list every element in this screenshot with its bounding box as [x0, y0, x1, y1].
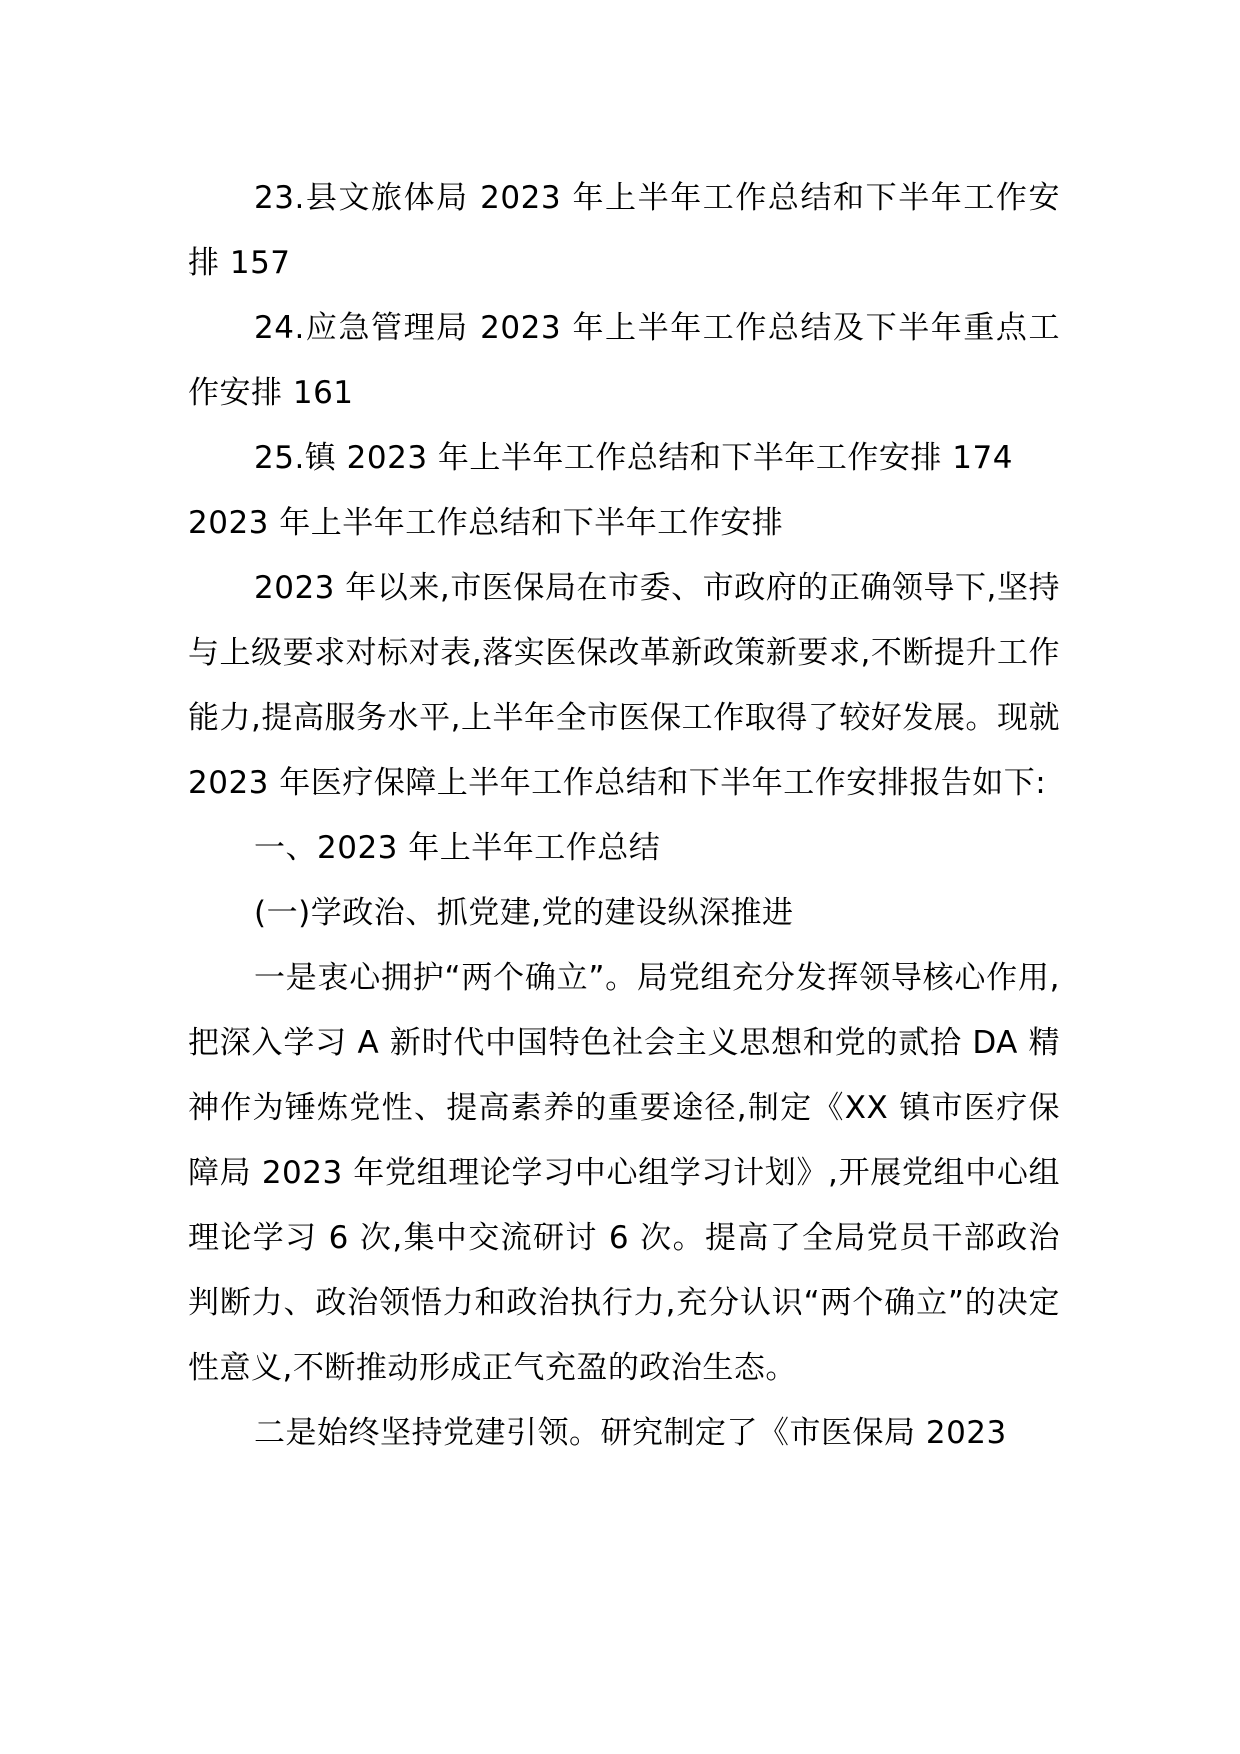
subsection-heading: (一)学政治、抓党建,党的建设纵深推进	[254, 895, 794, 931]
intro-paragraph: 2023 年以来,市医保局在市委、市政府的正确领导下,坚持与上级要求对标对表,落实医保改革新政策新要求,不断提升工作能力,提高服务水平,上半年全市医保工作取得了较好发展。现就 2023 年医疗保障上半年工作总结和下半年工作安排报告如下:	[188, 570, 1060, 801]
section-heading: 一、2023 年上半年工作总结	[254, 830, 661, 866]
toc-item-23: 23.县文旅体局 2023 年上半年工作总结和下半年工作安排 157	[188, 180, 1060, 281]
body-paragraph-2: 二是始终坚持党建引领。研究制定了《市医保局 2023	[254, 1415, 1007, 1451]
toc-item-25: 25.镇 2023 年上半年工作总结和下半年工作安排 174	[254, 440, 1013, 476]
toc-item-24: 24.应急管理局 2023 年上半年工作总结及下半年重点工作安排 161	[188, 310, 1060, 411]
document-body	[188, 166, 1060, 1466]
document-title: 2023 年上半年工作总结和下半年工作安排	[188, 505, 784, 541]
body-paragraph-1: 一是衷心拥护“两个确立”。局党组充分发挥领导核心作用,把深入学习 A 新时代中国特色社会主义思想和党的贰拾 DA 精神作为锤炼党性、提高素养的重要途径,制定《XX 镇市医疗保障局 2023 年党组理论学习中心组学习计划》,开展党组中心组理论学习 6 次,集中交流研讨 6 次。提高了全局党员干部政治判断力、政治领悟力和政治执行力,充分认识“两个确立”的决定性意义,不断推动形成正气充盈的政治生态。	[188, 960, 1060, 1386]
